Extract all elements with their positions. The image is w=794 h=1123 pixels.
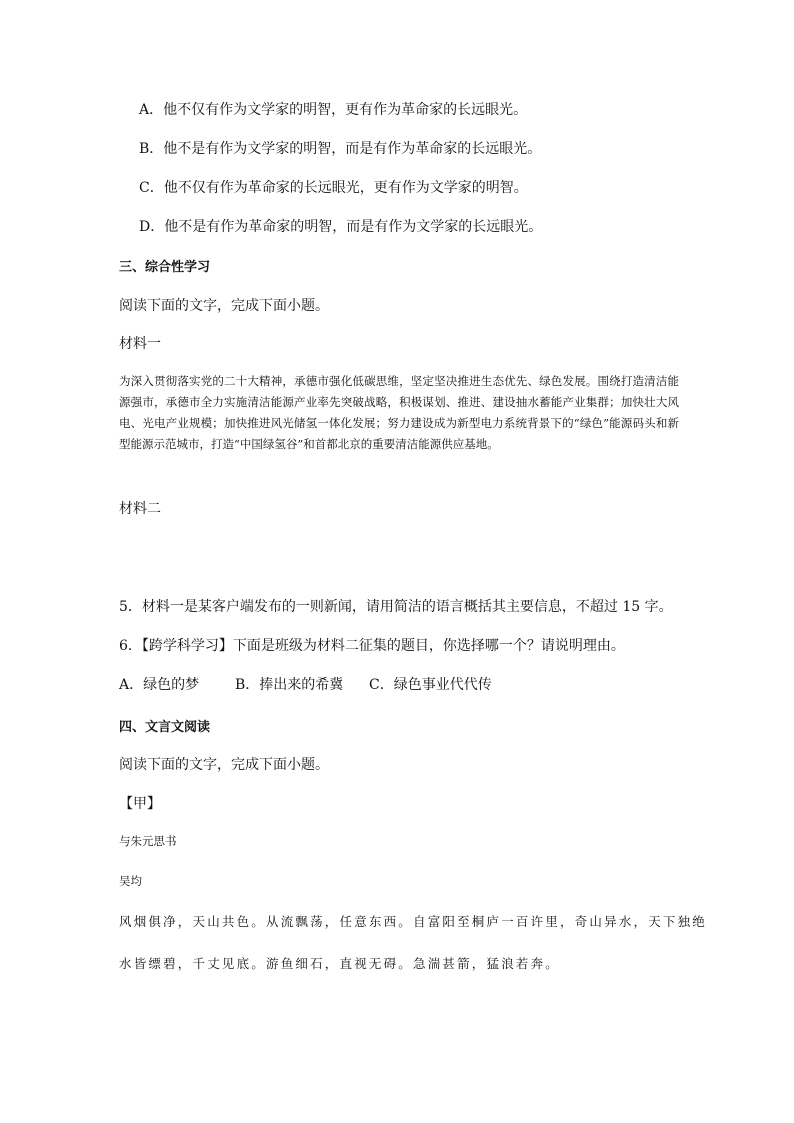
choice-a: A．绿色的梦 <box>119 677 200 693</box>
material1-text: 为深入贯彻落实党的二十大精神，承德市强化低碳思维，坚定坚决推进生态优先、绿色发展。围绕打造清洁能源强市，承德市全力实施清洁能源产业率先突破战略，积极谋划、推进、建设抽水蓄能产业集群；加快壮大风电、光电产业规模；加快推进风光储氢一体化发展；努力建设成为新型电力系统背景下的“绿色”能源码头和新型能源示范城市，打造“中国绿氢谷”和首都北京的重要清洁能源供应基地。 <box>119 374 679 451</box>
text-author: 吴均 <box>119 874 142 888</box>
text-line-1: 风烟俱净，天山共色。从流飘荡，任意东西。自富阳至桐庐一百许里，奇山异水，天下独绝 <box>119 914 708 929</box>
question-6: 6．【跨学科学习】下面是班级为材料二征集的题目，你选择哪一个？请说明理由。 <box>119 638 625 654</box>
option-b: B．他不是有作为文学家的明智，而是有作为革命家的长远眼光。 <box>139 141 542 157</box>
text-title: 与朱元思书 <box>119 834 177 848</box>
section4-heading: 四、文言文阅读 <box>119 720 211 735</box>
choice-b: B．捧出来的希冀 <box>235 677 344 693</box>
option-c: C．他不仅有作为革命家的长远眼光，更有作为文学家的明智。 <box>139 180 528 196</box>
material1-label: 材料一 <box>119 336 161 352</box>
section3-heading: 三、综合性学习 <box>119 260 211 275</box>
jia-label: 【甲】 <box>119 796 161 812</box>
question-5: 5．材料一是某客户端发布的一则新闻，请用简洁的语言概括其主要信息，不超过 15 字。 <box>119 599 673 615</box>
section4-instruction: 阅读下面的文字，完成下面小题。 <box>119 757 329 773</box>
text-line-2: 水皆缥碧，千丈见底。游鱼细石，直视无碍。急湍甚箭，猛浪若奔。 <box>119 956 561 971</box>
section3-instruction: 阅读下面的文字，完成下面小题。 <box>119 298 329 314</box>
question-6-choices <box>119 674 492 694</box>
option-d: D．他不是有作为革命家的明智，而是有作为文学家的长远眼光。 <box>139 219 543 235</box>
choice-c: C．绿色事业代代传 <box>369 677 492 693</box>
option-a: A．他不仅有作为文学家的明智，更有作为革命家的长远眼光。 <box>139 102 528 118</box>
material2-label: 材料二 <box>119 501 161 517</box>
